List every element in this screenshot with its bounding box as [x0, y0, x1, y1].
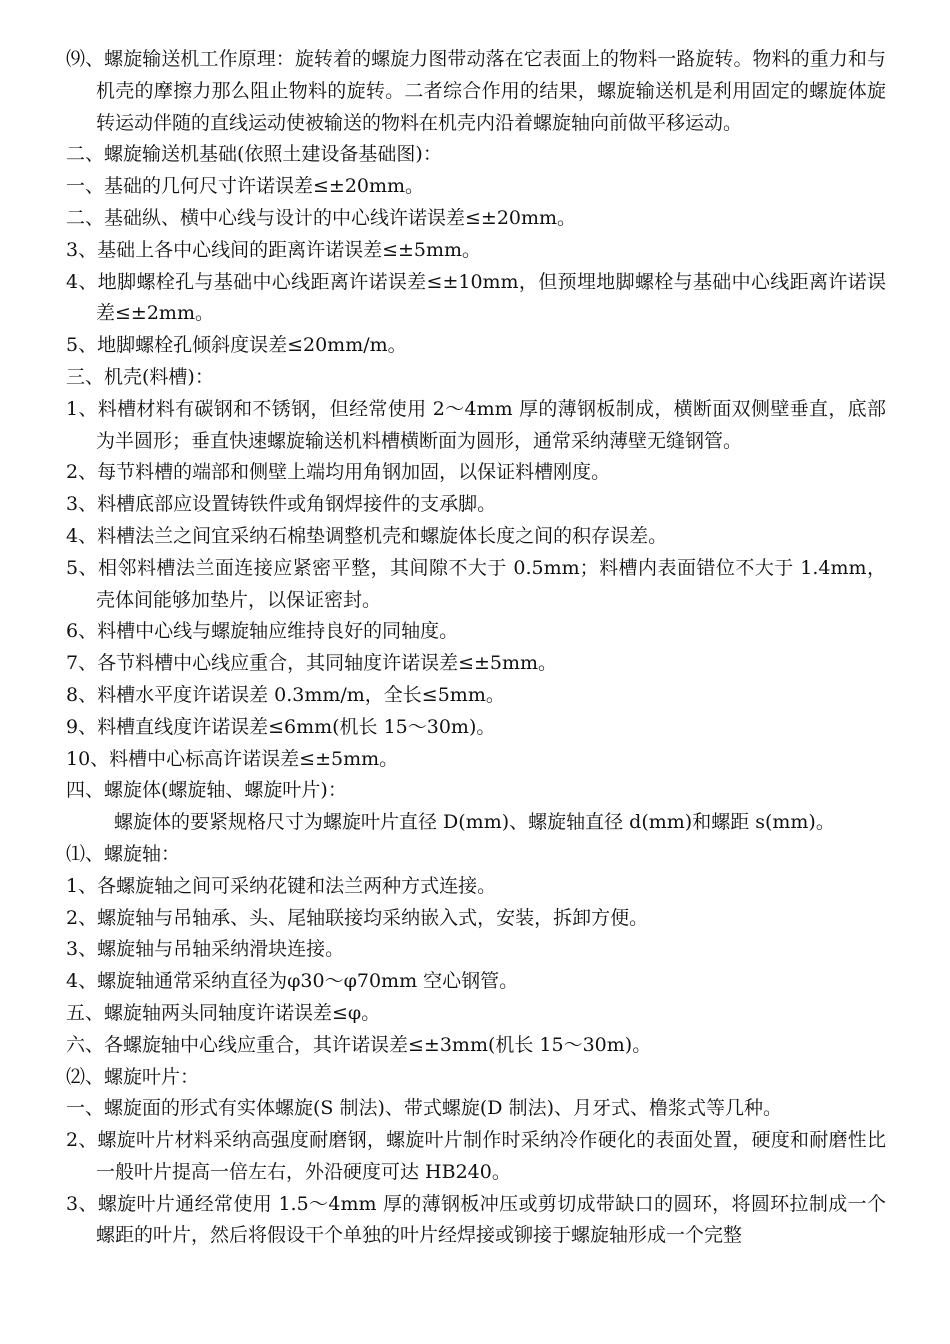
heading-foundation: 二、螺旋输送机基础(依照土建设备基础图)：: [66, 143, 442, 166]
list-item: 6、料槽中心线与螺旋轴应维持良好的同轴度。: [66, 620, 459, 643]
heading-casing: 三、机壳(料槽)：: [66, 365, 214, 388]
list-item: 一、螺旋面的形式有实体螺旋(S 制法)、带式螺旋(D 制法)、月牙式、橹浆式等几种。: [66, 1097, 782, 1120]
list-item: 4、螺旋轴通常采纳直径为φ30～φ70mm 空心钢管。: [66, 970, 519, 993]
list-item: 5、地脚螺栓孔倾斜度误差≤20mm/m。: [66, 334, 407, 357]
subheading-screw-shaft: ⑴、螺旋轴：: [66, 842, 181, 865]
list-item: 8、料槽水平度许诺误差 0.3mm/m，全长≤5mm。: [66, 683, 505, 706]
list-item: 4、地脚螺栓孔与基础中心线距离许诺误差≤±10mm，但预埋地脚螺栓与基础中心线距离许诺误差≤±2mm。: [66, 270, 886, 325]
list-item: 六、各螺旋轴中心线应重合，其许诺误差≤±3mm(机长 15～30m)。: [66, 1033, 652, 1056]
list-item: 2、螺旋叶片材料采纳高强度耐磨钢，螺旋叶片制作时采纳冷作硬化的表面处置，硬度和耐磨性比一般叶片提高一倍左右，外沿硬度可达 HB240。: [66, 1129, 886, 1183]
list-item: 4、料槽法兰之间宜采纳石棉垫调整机壳和螺旋体长度之间的积存误差。: [66, 524, 668, 547]
list-item: 一、基础的几何尺寸许诺误差≤±20mm。: [66, 175, 425, 198]
list-item: 二、基础纵、横中心线与设计的中心线许诺误差≤±20mm。: [66, 206, 577, 229]
heading-screw-body: 四、螺旋体(螺旋轴、螺旋叶片)：: [66, 779, 347, 802]
list-item: 3、料槽底部应设置铸铁件或角钢焊接件的支承脚。: [66, 493, 497, 516]
list-item: 2、每节料槽的端部和侧壁上端均用角钢加固，以保证料槽刚度。: [66, 461, 611, 484]
list-item: 7、各节料槽中心线应重合，其同轴度许诺误差≤±5mm。: [66, 652, 558, 675]
list-item: 1、料槽材料有碳钢和不锈钢，但经常使用 2～4mm 厚的薄钢板制成，横断面双侧壁垂直，底部为半圆形；垂直快速螺旋输送机料槽横断面为圆形，通常采纳薄壁无缝钢管。: [66, 397, 886, 452]
list-item: 10、料槽中心标高许诺误差≤±5mm。: [66, 747, 399, 770]
list-item: 2、螺旋轴与吊轴承、头、尾轴联接均采纳嵌入式，安装，拆卸方便。: [66, 906, 649, 929]
list-item: 3、基础上各中心线间的距离许诺误差≤±5mm。: [66, 238, 482, 261]
list-item: 9、料槽直线度许诺误差≤6mm(机长 15～30m)。: [66, 715, 496, 738]
subheading-screw-blade: ⑵、螺旋叶片：: [66, 1065, 200, 1088]
list-item: 五、螺旋轴两头同轴度许诺误差≤φ。: [66, 1001, 381, 1024]
list-item: 5、相邻料槽法兰面连接应紧密平整，其间隙不大于 0.5mm；料槽内表面错位不大于 1.4mm，壳体间能够加垫片，以保证密封。: [66, 556, 886, 611]
list-item: 3、螺旋叶片通经常使用 1.5～4mm 厚的薄钢板冲压或剪切成带缺口的圆环，将圆环拉制成一个螺距的叶片，然后将假设干个单独的叶片经焊接或铆接于螺旋轴形成一个完整: [66, 1192, 886, 1247]
paragraph-screw-dimensions: 螺旋体的要紧规格尺寸为螺旋叶片直径 D(mm)、螺旋轴直径 d(mm)和螺距 s(mm)。: [114, 811, 835, 834]
list-item: 1、各螺旋轴之间可采纳花键和法兰两种方式连接。: [66, 874, 497, 897]
paragraph-working-principle: ⑼、螺旋输送机工作原理：旋转着的螺旋力图带动落在它表面上的物料一路旋转。物料的重力和与机壳的摩擦力那么阻止物料的旋转。二者综合作用的结果，螺旋输送机是利用固定的螺旋体旋转运动伴随的直线运动使被输送的物料在机壳内沿着螺旋轴向前做平移运动。: [66, 48, 886, 134]
list-item: 3、螺旋轴与吊轴采纳滑块连接。: [66, 938, 345, 961]
